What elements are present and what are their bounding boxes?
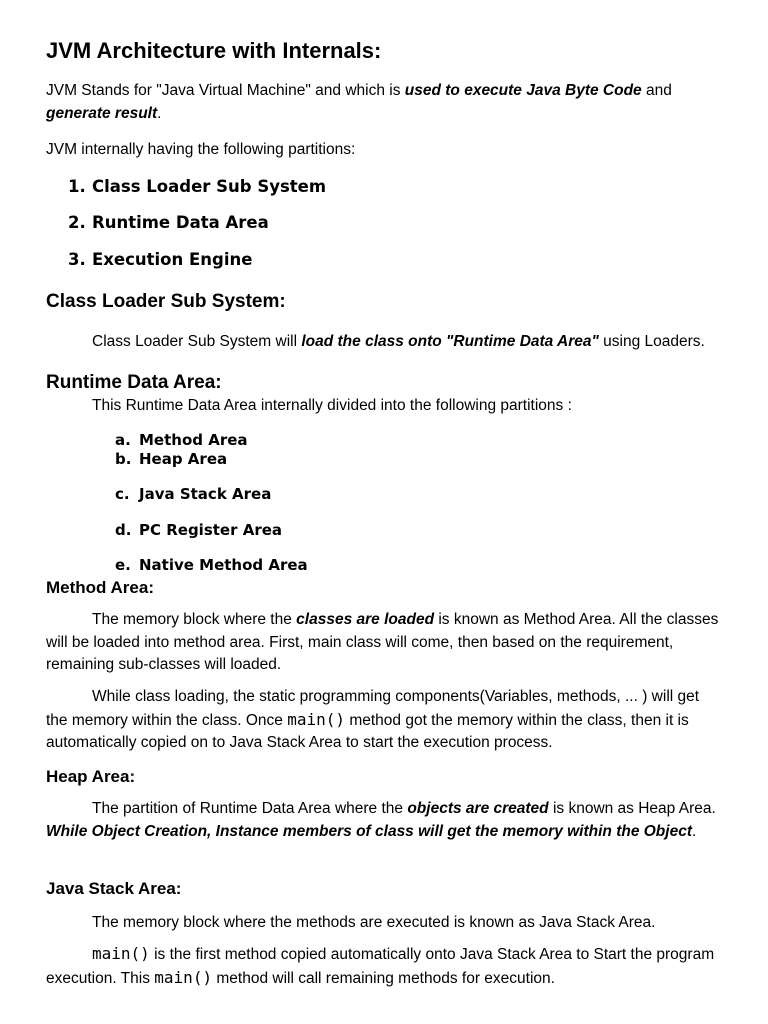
partition-item bbox=[68, 176, 326, 198]
heap-area-paragraph bbox=[46, 798, 722, 843]
list-letter: b. bbox=[115, 450, 132, 468]
code-inline: main() bbox=[154, 967, 213, 987]
runtime-item bbox=[115, 484, 271, 504]
method-area-paragraph-1 bbox=[46, 609, 722, 677]
page-title: JVM Architecture with Internals: bbox=[46, 38, 382, 63]
body-text: method got the memory within the class, then it is automatically copied on to Java Stack Area to start the execution process. bbox=[46, 711, 689, 751]
list-label: Runtime Data Area bbox=[92, 213, 269, 232]
runtime-item bbox=[115, 449, 227, 469]
list-label: Java Stack Area bbox=[139, 485, 272, 503]
list-number: 2. bbox=[68, 213, 86, 232]
partition-item bbox=[68, 212, 269, 234]
code-inline: main() bbox=[92, 944, 150, 963]
body-text: method will call remaining methods for execution. bbox=[212, 969, 555, 987]
body-text: The partition of Runtime Data Area where the bbox=[92, 800, 408, 817]
body-text: is known as Method Area. All the classes will be loaded into method area. First, main class will come, then based on the requirement, remaining sub-classes will loaded. bbox=[46, 611, 719, 673]
list-letter: d. bbox=[115, 521, 132, 539]
runtime-item bbox=[115, 520, 282, 540]
body-text: using Loaders. bbox=[598, 333, 705, 350]
body-text: . bbox=[691, 822, 697, 840]
section-heading-heap-area: Heap Area: bbox=[46, 767, 136, 786]
java-stack-paragraph-2 bbox=[46, 943, 722, 990]
list-label: PC Register Area bbox=[139, 521, 283, 539]
list-number: 1. bbox=[68, 177, 86, 196]
list-label: Method Area bbox=[139, 431, 248, 449]
code-inline: main() bbox=[287, 709, 346, 729]
runtime-item bbox=[115, 430, 248, 450]
intro-text: and bbox=[641, 82, 672, 99]
list-letter: c. bbox=[115, 485, 130, 503]
list-letter: a. bbox=[115, 431, 131, 449]
section-heading-java-stack: Java Stack Area: bbox=[46, 879, 182, 898]
intro-emphasis: used to execute Java Byte Code bbox=[404, 82, 642, 99]
body-text: is known as Heap Area. bbox=[548, 800, 716, 817]
method-area-paragraph-2 bbox=[46, 686, 722, 755]
intro-paragraph bbox=[46, 80, 722, 125]
list-letter: e. bbox=[115, 556, 131, 574]
section-heading-method-area: Method Area: bbox=[46, 578, 154, 597]
body-text: While class loading, the static programming components(Variables, methods, ... ) will get the memory within the class. Once bbox=[46, 688, 700, 729]
body-emphasis: While Object Creation, Instance members of class will get the memory within the Object bbox=[46, 822, 692, 840]
body-text: Class Loader Sub System will bbox=[92, 333, 302, 350]
intro-text: JVM Stands for "Java Virtual Machine" and which is bbox=[46, 82, 405, 99]
list-label: Heap Area bbox=[139, 450, 228, 468]
body-emphasis: load the class onto "Runtime Data Area" bbox=[301, 333, 599, 350]
body-emphasis: classes are loaded bbox=[296, 611, 435, 628]
body-text: is the first method copied automatically onto Java Stack Area to Start the program execution. This bbox=[46, 946, 715, 987]
list-label: Class Loader Sub System bbox=[92, 177, 327, 196]
body-emphasis: objects are created bbox=[407, 800, 549, 817]
class-loader-paragraph bbox=[46, 331, 722, 354]
list-label: Execution Engine bbox=[92, 250, 253, 269]
list-number: 3. bbox=[68, 250, 86, 269]
section-heading-class-loader: Class Loader Sub System: bbox=[46, 291, 286, 312]
partition-item bbox=[68, 249, 252, 271]
intro-emphasis: generate result bbox=[46, 104, 158, 122]
section-heading-runtime: Runtime Data Area: bbox=[46, 372, 222, 393]
list-label: Native Method Area bbox=[139, 556, 308, 574]
runtime-item bbox=[115, 555, 308, 575]
runtime-paragraph: This Runtime Data Area internally divided into the following partitions : bbox=[92, 397, 572, 414]
partitions-intro: JVM internally having the following partitions: bbox=[46, 141, 356, 158]
body-text: The memory block where the bbox=[92, 611, 297, 628]
intro-text: . bbox=[157, 104, 162, 122]
java-stack-paragraph-1: The memory block where the methods are executed is known as Java Stack Area. bbox=[92, 914, 656, 931]
